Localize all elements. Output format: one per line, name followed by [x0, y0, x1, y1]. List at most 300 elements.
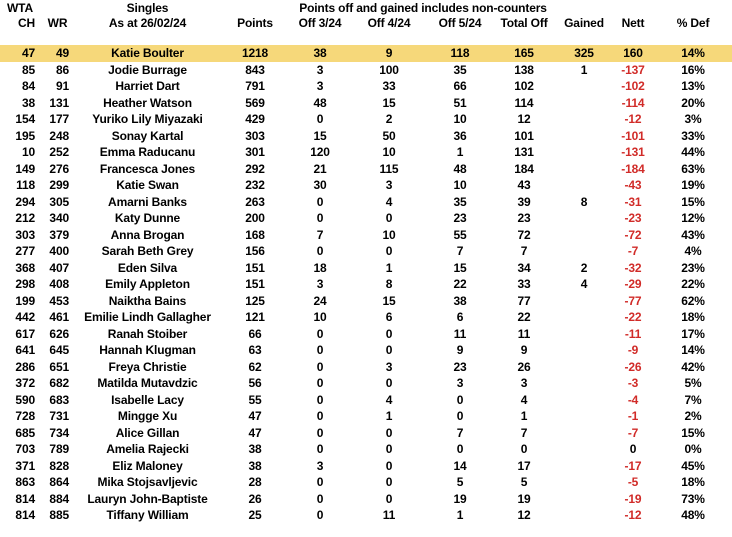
cell-off-3-24: 0 [316, 475, 324, 490]
cell-nett: -77 [624, 293, 642, 308]
cell-off-5-24: 9 [456, 343, 464, 358]
cell-off-4-24: 0 [385, 458, 393, 473]
cell-ch: 685 [15, 425, 35, 440]
cell-off-5-24: 7 [456, 425, 464, 440]
cell-pct-def: 44% [681, 145, 705, 160]
cell-off-3-24: 0 [316, 244, 324, 259]
cell-player: Eliz Maloney [112, 458, 183, 473]
cell-points: 56 [248, 376, 262, 391]
cell-pct-def: 20% [681, 95, 705, 110]
cell-pct-def: 42% [681, 359, 705, 374]
cell-pct-def: 16% [681, 62, 705, 77]
cell-total-off: 72 [517, 227, 531, 242]
table-row [0, 144, 732, 161]
cell-off-3-24: 0 [316, 326, 324, 341]
column-header-off-3-24: Off 3/24 [298, 15, 342, 30]
cell-total-off: 9 [520, 343, 528, 358]
cell-off-5-24: 19 [453, 491, 467, 506]
cell-off-5-24: 3 [456, 376, 464, 391]
cell-off-4-24: 9 [385, 46, 393, 61]
cell-pct-def: 2% [684, 409, 702, 424]
cell-nett: -101 [621, 128, 645, 143]
cell-points: 26 [248, 491, 262, 506]
cell-nett: -9 [627, 343, 639, 358]
cell-pct-def: 73% [681, 491, 705, 506]
cell-nett: -4 [627, 392, 639, 407]
cell-off-5-24: 10 [453, 112, 467, 127]
cell-total-off: 12 [517, 508, 531, 523]
cell-pct-def: 43% [681, 227, 705, 242]
table-row [0, 194, 732, 211]
cell-pct-def: 63% [681, 161, 705, 176]
column-header-off-5-24: Off 5/24 [438, 15, 482, 30]
cell-points: 168 [245, 227, 265, 242]
cell-player: Emma Raducanu [99, 145, 196, 160]
table-row [0, 441, 732, 458]
table-row [0, 392, 732, 409]
table-row [0, 177, 732, 194]
cell-nett: -5 [627, 475, 639, 490]
cell-off-4-24: 11 [382, 508, 396, 523]
cell-ch: 84 [21, 79, 35, 94]
cell-gained: 8 [580, 194, 588, 209]
cell-pct-def: 7% [684, 392, 702, 407]
cell-wr: 683 [49, 392, 69, 407]
cell-off-3-24: 18 [313, 260, 327, 275]
cell-wr: 177 [49, 112, 69, 127]
cell-off-3-24: 48 [313, 95, 327, 110]
table-row [0, 276, 732, 293]
cell-wr: 305 [49, 194, 69, 209]
table-row [0, 293, 732, 310]
cell-off-4-24: 0 [385, 211, 393, 226]
cell-off-5-24: 1 [456, 145, 464, 160]
column-header-as-at-date: As at 26/02/24 [108, 15, 187, 30]
cell-nett: -11 [624, 326, 642, 341]
cell-player: Katie Swan [116, 178, 179, 193]
cell-ch: 195 [15, 128, 35, 143]
cell-wr: 91 [55, 79, 69, 94]
cell-off-4-24: 8 [385, 277, 393, 292]
group-header-note: Points off and gained includes non-counters [299, 0, 547, 15]
cell-ch: 368 [15, 260, 35, 275]
cell-wr: 789 [49, 442, 69, 457]
cell-off-3-24: 30 [313, 178, 327, 193]
cell-off-5-24: 1 [456, 508, 464, 523]
cell-points: 121 [245, 310, 265, 325]
cell-off-5-24: 38 [453, 293, 467, 308]
cell-player: Yuriko Lily Miyazaki [92, 112, 203, 127]
cell-points: 25 [248, 508, 262, 523]
table-row [0, 210, 732, 227]
cell-off-4-24: 0 [385, 343, 393, 358]
cell-total-off: 184 [514, 161, 534, 176]
cell-total-off: 102 [514, 79, 534, 94]
cell-wr: 131 [49, 95, 69, 110]
cell-pct-def: 12% [681, 211, 705, 226]
cell-off-4-24: 115 [379, 161, 399, 176]
table-row [0, 425, 732, 442]
table-row [0, 491, 732, 508]
group-header-wta: WTA [7, 0, 33, 15]
cell-player: Tiffany William [106, 508, 189, 523]
cell-nett: -102 [621, 79, 645, 94]
cell-pct-def: 13% [681, 79, 705, 94]
cell-nett: -1 [627, 409, 639, 424]
column-header-wr: WR [47, 15, 68, 30]
cell-off-4-24: 2 [385, 112, 393, 127]
cell-pct-def: 48% [681, 508, 705, 523]
cell-wr: 864 [49, 475, 69, 490]
cell-off-3-24: 21 [313, 161, 327, 176]
cell-total-off: 12 [517, 112, 531, 127]
cell-player: Mingge Xu [117, 409, 178, 424]
cell-off-4-24: 33 [382, 79, 396, 94]
cell-wr: 276 [49, 161, 69, 176]
cell-total-off: 17 [517, 458, 531, 473]
cell-wr: 626 [49, 326, 69, 341]
cell-player: Sonay Kartal [111, 128, 184, 143]
cell-player: Freya Christie [108, 359, 187, 374]
cell-off-4-24: 1 [385, 260, 393, 275]
cell-points: 55 [248, 392, 262, 407]
cell-ch: 814 [15, 491, 35, 506]
cell-wr: 731 [49, 409, 69, 424]
cell-nett: -43 [624, 178, 642, 193]
cell-ch: 10 [21, 145, 35, 160]
cell-off-5-24: 6 [456, 310, 464, 325]
column-header-off-4-24: Off 4/24 [367, 15, 411, 30]
cell-player: Naiktha Bains [108, 293, 187, 308]
cell-pct-def: 5% [684, 376, 702, 391]
cell-total-off: 43 [517, 178, 531, 193]
cell-player: Sarah Beth Grey [101, 244, 194, 259]
cell-total-off: 26 [517, 359, 531, 374]
cell-player: Harriet Dart [115, 79, 180, 94]
cell-pct-def: 19% [681, 178, 705, 193]
cell-wr: 682 [49, 376, 69, 391]
cell-points: 263 [245, 194, 265, 209]
cell-off-3-24: 0 [316, 442, 324, 457]
cell-points: 569 [245, 95, 265, 110]
table-row [0, 359, 732, 376]
cell-player: Hannah Klugman [99, 343, 196, 358]
cell-player: Emily Appleton [105, 277, 190, 292]
table-row [0, 111, 732, 128]
table-row [0, 408, 732, 425]
cell-points: 38 [248, 458, 262, 473]
cell-off-3-24: 0 [316, 211, 324, 226]
table-row [0, 474, 732, 491]
cell-off-4-24: 15 [382, 95, 396, 110]
cell-ch: 442 [15, 310, 35, 325]
cell-nett: -7 [627, 244, 639, 259]
group-header-row [0, 0, 732, 15]
table-row [0, 161, 732, 178]
cell-wr: 86 [55, 62, 69, 77]
cell-points: 47 [248, 409, 262, 424]
cell-off-3-24: 7 [316, 227, 324, 242]
cell-player: Anna Brogan [110, 227, 185, 242]
cell-off-4-24: 10 [382, 227, 396, 242]
cell-wr: 645 [49, 343, 69, 358]
cell-player: Amarni Banks [108, 194, 187, 209]
cell-wr: 400 [49, 244, 69, 259]
cell-wr: 734 [49, 425, 69, 440]
cell-off-4-24: 0 [385, 326, 393, 341]
cell-total-off: 34 [517, 260, 531, 275]
cell-wr: 252 [49, 145, 69, 160]
cell-player: Emilie Lindh Gallagher [84, 310, 211, 325]
cell-off-4-24: 100 [379, 62, 399, 77]
cell-pct-def: 18% [681, 310, 705, 325]
cell-gained: 1 [580, 62, 588, 77]
cell-wr: 408 [49, 277, 69, 292]
cell-ch: 728 [15, 409, 35, 424]
table-row [0, 342, 732, 359]
cell-off-5-24: 15 [453, 260, 467, 275]
cell-total-off: 138 [514, 62, 534, 77]
cell-points: 156 [245, 244, 265, 259]
cell-off-5-24: 14 [453, 458, 467, 473]
cell-points: 62 [248, 359, 262, 374]
cell-points: 28 [248, 475, 262, 490]
cell-off-4-24: 3 [385, 178, 393, 193]
cell-player: Alice Gillan [115, 425, 180, 440]
cell-off-5-24: 10 [453, 178, 467, 193]
cell-player: Ranah Stoiber [107, 326, 188, 341]
cell-points: 303 [245, 128, 265, 143]
cell-off-4-24: 6 [385, 310, 393, 325]
cell-nett: -31 [624, 194, 642, 209]
cell-pct-def: 14% [681, 343, 705, 358]
cell-off-5-24: 0 [456, 392, 464, 407]
cell-off-4-24: 0 [385, 376, 393, 391]
cell-total-off: 33 [517, 277, 531, 292]
header-gap [0, 30, 732, 45]
cell-wr: 340 [49, 211, 69, 226]
cell-total-off: 4 [520, 392, 528, 407]
cell-player: Katie Boulter [111, 46, 184, 61]
cell-wr: 884 [49, 491, 69, 506]
table-row [0, 260, 732, 277]
cell-points: 63 [248, 343, 262, 358]
cell-points: 301 [245, 145, 265, 160]
cell-nett: -114 [621, 95, 645, 110]
cell-wr: 248 [49, 128, 69, 143]
cell-off-3-24: 0 [316, 409, 324, 424]
cell-player: Mika Stojsavljevic [97, 475, 198, 490]
cell-nett: -7 [627, 425, 639, 440]
cell-nett: -184 [621, 161, 645, 176]
cell-off-3-24: 15 [313, 128, 327, 143]
cell-points: 292 [245, 161, 265, 176]
cell-points: 232 [245, 178, 265, 193]
cell-nett: -12 [624, 112, 642, 127]
cell-off-4-24: 3 [385, 359, 393, 374]
cell-pct-def: 62% [681, 293, 705, 308]
cell-player: Amelia Rajecki [106, 442, 189, 457]
cell-off-3-24: 24 [313, 293, 327, 308]
cell-off-4-24: 0 [385, 442, 393, 457]
cell-off-3-24: 0 [316, 359, 324, 374]
table-row [0, 375, 732, 392]
cell-off-4-24: 15 [382, 293, 396, 308]
cell-off-3-24: 0 [316, 376, 324, 391]
cell-ch: 38 [21, 95, 35, 110]
cell-points: 429 [245, 112, 265, 127]
cell-wr: 651 [49, 359, 69, 374]
group-header-singles: Singles [126, 0, 169, 15]
cell-total-off: 22 [517, 310, 531, 325]
cell-points: 791 [245, 79, 265, 94]
cell-points: 151 [245, 260, 265, 275]
cell-ch: 47 [21, 46, 35, 61]
cell-wr: 885 [49, 508, 69, 523]
cell-nett: -26 [624, 359, 642, 374]
cell-gained: 325 [574, 46, 594, 61]
cell-nett: -12 [624, 508, 642, 523]
cell-off-3-24: 120 [310, 145, 330, 160]
column-header-row [0, 15, 732, 30]
cell-points: 38 [248, 442, 262, 457]
cell-off-4-24: 10 [382, 145, 396, 160]
cell-off-3-24: 3 [316, 458, 324, 473]
table-row [0, 507, 732, 524]
cell-nett: -137 [621, 62, 645, 77]
cell-gained: 4 [580, 277, 588, 292]
table-row [0, 309, 732, 326]
cell-player: Isabelle Lacy [111, 392, 184, 407]
cell-nett: -23 [624, 211, 642, 226]
cell-off-5-24: 11 [453, 326, 467, 341]
cell-total-off: 19 [517, 491, 531, 506]
cell-ch: 703 [15, 442, 35, 457]
cell-off-3-24: 3 [316, 62, 324, 77]
table-row [0, 227, 732, 244]
cell-off-5-24: 23 [453, 359, 467, 374]
cell-off-4-24: 4 [385, 194, 393, 209]
cell-player: Francesca Jones [99, 161, 196, 176]
table-row [0, 458, 732, 475]
cell-pct-def: 45% [681, 458, 705, 473]
cell-player: Matilda Mutavdzic [97, 376, 198, 391]
cell-points: 151 [245, 277, 265, 292]
cell-total-off: 165 [514, 46, 534, 61]
cell-total-off: 23 [517, 211, 531, 226]
cell-off-5-24: 35 [453, 194, 467, 209]
cell-ch: 277 [15, 244, 35, 259]
cell-off-3-24: 10 [313, 310, 327, 325]
cell-pct-def: 18% [681, 475, 705, 490]
cell-off-5-24: 35 [453, 62, 467, 77]
cell-total-off: 131 [514, 145, 534, 160]
cell-ch: 212 [15, 211, 35, 226]
cell-pct-def: 14% [681, 46, 705, 61]
cell-off-3-24: 38 [313, 46, 327, 61]
cell-ch: 814 [15, 508, 35, 523]
cell-wr: 379 [49, 227, 69, 242]
cell-ch: 371 [15, 458, 35, 473]
cell-wr: 453 [49, 293, 69, 308]
cell-total-off: 7 [520, 244, 528, 259]
table-row [0, 45, 732, 62]
cell-total-off: 101 [514, 128, 534, 143]
cell-points: 47 [248, 425, 262, 440]
table-row [0, 78, 732, 95]
cell-total-off: 7 [520, 425, 528, 440]
cell-wr: 461 [49, 310, 69, 325]
column-header-gained: Gained [564, 15, 604, 30]
cell-ch: 199 [15, 293, 35, 308]
cell-off-5-24: 7 [456, 244, 464, 259]
table-row [0, 95, 732, 112]
cell-ch: 149 [15, 161, 35, 176]
column-header-nett: Nett [621, 15, 645, 30]
cell-off-3-24: 0 [316, 425, 324, 440]
cell-total-off: 5 [520, 475, 528, 490]
cell-off-5-24: 5 [456, 475, 464, 490]
cell-player: Lauryn John-Baptiste [87, 491, 208, 506]
cell-pct-def: 22% [681, 277, 705, 292]
cell-wr: 49 [55, 46, 69, 61]
cell-points: 200 [245, 211, 265, 226]
cell-ch: 154 [15, 112, 35, 127]
cell-total-off: 39 [517, 194, 531, 209]
table-row [0, 326, 732, 343]
cell-total-off: 114 [514, 95, 534, 110]
cell-ch: 85 [21, 62, 35, 77]
column-header-pct-def: % Def [676, 15, 710, 30]
cell-off-4-24: 0 [385, 491, 393, 506]
cell-nett: -19 [624, 491, 642, 506]
cell-off-5-24: 48 [453, 161, 467, 176]
cell-nett: -29 [624, 277, 642, 292]
cell-off-3-24: 0 [316, 194, 324, 209]
cell-off-5-24: 36 [453, 128, 467, 143]
cell-player: Heather Watson [103, 95, 192, 110]
cell-pct-def: 33% [681, 128, 705, 143]
cell-off-5-24: 22 [453, 277, 467, 292]
cell-wr: 828 [49, 458, 69, 473]
cell-off-5-24: 66 [453, 79, 467, 94]
cell-nett: -17 [624, 458, 642, 473]
cell-total-off: 77 [517, 293, 531, 308]
cell-gained: 2 [580, 260, 588, 275]
cell-nett: -22 [624, 310, 642, 325]
table-row [0, 243, 732, 260]
cell-player: Jodie Burrage [108, 62, 187, 77]
cell-ch: 294 [15, 194, 35, 209]
table-body [0, 45, 732, 524]
cell-nett: -72 [624, 227, 642, 242]
cell-ch: 286 [15, 359, 35, 374]
cell-off-4-24: 0 [385, 475, 393, 490]
cell-off-4-24: 1 [385, 409, 393, 424]
cell-ch: 303 [15, 227, 35, 242]
cell-points: 1218 [241, 46, 269, 61]
cell-wr: 407 [49, 260, 69, 275]
cell-off-3-24: 0 [316, 343, 324, 358]
cell-ch: 617 [15, 326, 35, 341]
cell-pct-def: 3% [684, 112, 702, 127]
column-header-total-off: Total Off [500, 15, 548, 30]
column-header-points: Points [237, 15, 273, 30]
cell-off-5-24: 0 [456, 409, 464, 424]
cell-off-4-24: 0 [385, 244, 393, 259]
cell-nett: -3 [627, 376, 639, 391]
cell-off-5-24: 51 [453, 95, 467, 110]
